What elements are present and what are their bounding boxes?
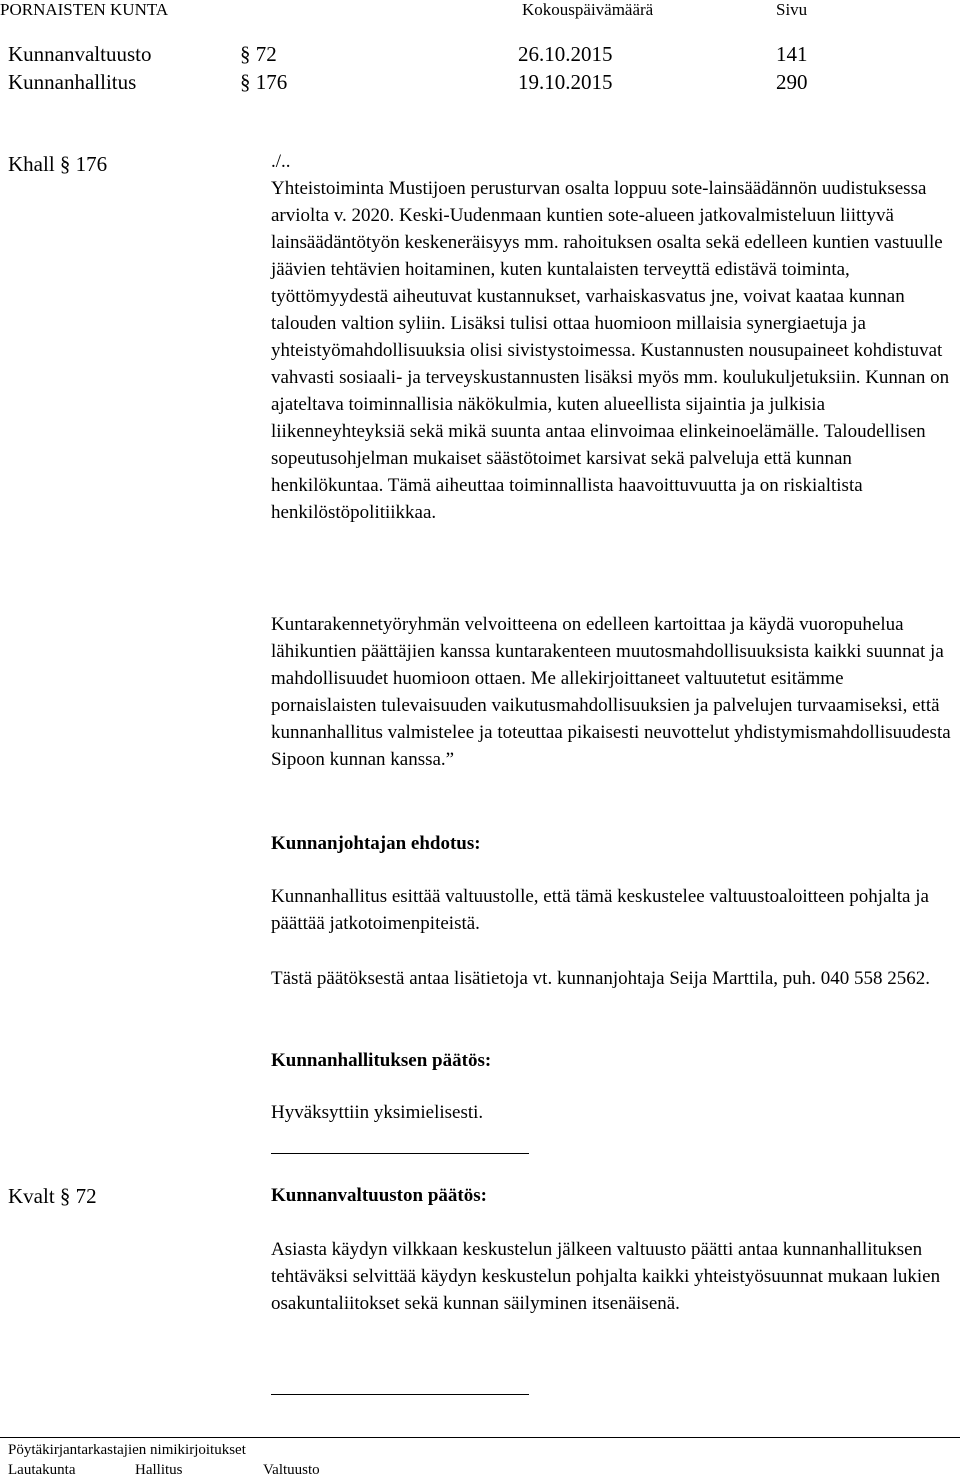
paragraph-1: Yhteistoiminta Mustijoen perusturvan osalta loppuu sote-lainsäädännön uudistuksessa arviolta v. 2020. Keski-Uudenmaan kuntien sote-alueen jatkovalmisteluun liittyvä lainsäädäntötyön keskeneräisyys mm. rahoituksen osalta sekä edelleen kuntien vastuulle jäävien tehtävien hoitaminen, kuten kuntalaisten terveyttä edistävä toiminta, työttömyydestä aiheutuvat kustannukset, varhaiskasvatus jne, voivat kaataa kunnan talouden valtion syliin. Lisäksi tulisi ottaa huomioon millaisia synergiaetuja ja yhteistyömahdollisuuksia olisi sivistystoimessa. Kustannusten nousupaineet kohdistuvat vahvasti sosiaali- ja terveyskustannusten lisäksi myös mm. koulukuljetuksiin. Kunnan on ajateltava toiminnallisia näkökulmia, kuten alueellista sijaintia ja julkisia liikenneyhteyksiä sekä mikä suunta antaa elinvoimaa elinkeinoelämälle. Taloudellisen sopeutusohjelman mukaiset säästötoimet karsivat sekä palveluja että kunnan henkilökuntaa. Tämä aiheuttaa toiminnallista haavoittuvuutta ja on riskialtista henkilöstöpolitiikkaa. [271, 178, 950, 523]
proposal-text: Kunnanhallitus esittää valtuustolle, että tämä keskustelee valtuustoaloitteen pohjalta ja päättää jatkotoimenpiteistä. [271, 886, 929, 934]
continuation-mark: ./.. [271, 151, 291, 172]
decision-heading-khall: Kunnanhallituksen päätös: [271, 1050, 492, 1071]
meta-page-1: 141 [776, 42, 808, 66]
meta-section-1: § 72 [240, 42, 277, 66]
meta-body-2: Kunnanhallitus [8, 70, 137, 94]
municipality-name: PORNAISTEN KUNTA [0, 0, 169, 19]
meta-body-1: Kunnanvaltuusto [8, 42, 152, 66]
meta-date-1: 26.10.2015 [518, 42, 613, 66]
decision-heading-kvalt: Kunnanvaltuuston päätös: [271, 1185, 487, 1206]
decision-text-kvalt: Asiasta käydyn vilkkaan keskustelun jälkeen valtuusto päätti antaa kunnanhallituksen tehtäväksi selvittää käydyn keskustelun pohjalta kaikki yhteistyösuunnat mukaan lukien osakuntaliitokset sekä kunnan säilyminen itsenäisenä. [271, 1239, 941, 1314]
meta-date-2: 19.10.2015 [518, 70, 613, 94]
meta-section-2: § 176 [240, 70, 288, 94]
footer-col-hallitus: Hallitus [135, 1462, 183, 1478]
decision-text-khall: Hyväksyttiin yksimielisesti. [271, 1102, 484, 1123]
section-1-body [271, 148, 951, 526]
proposal-heading: Kunnanjohtajan ehdotus: [271, 833, 481, 854]
separator-line-1 [271, 1153, 529, 1154]
section-ref-kvalt: Kvalt § 72 [8, 1184, 97, 1208]
paragraph-2: Kuntarakennetyöryhmän velvoitteena on edelleen kartoittaa ja käydä vuoropuhelua lähikuntien päättäjien kanssa kuntarakenteen muutosmahdollisuuksista kaikki suunnat ja mahdollisuudet huomioon ottaen. Me allekirjoittaneet valtuutetut esitämme pornaislaisten tulevaisuuden vaikutusmahdollisuuksien ja palvelujen turvaamiseksi, että kunnanhallitus valmistelee ja toteuttaa pikaisesti neuvottelut yhdistymismahdollisuudesta Sipoon kunnan kanssa.” [271, 614, 951, 770]
meta-page-2: 290 [776, 70, 808, 94]
info-text: Tästä päätöksestä antaa lisätietoja vt. kunnanjohtaja Seija Marttila, puh. 040 558 2562. [271, 968, 931, 989]
page-label: Sivu [776, 0, 808, 19]
footer-title: Pöytäkirjantarkastajien nimikirjoitukset [8, 1442, 246, 1458]
separator-line-2 [271, 1394, 529, 1395]
meeting-date-label: Kokouspäivämäärä [522, 0, 654, 19]
footer-rule [0, 1437, 960, 1438]
section-ref-khall: Khall § 176 [8, 152, 108, 176]
footer-col-valtuusto: Valtuusto [263, 1462, 320, 1478]
footer-col-lautakunta: Lautakunta [8, 1462, 76, 1478]
